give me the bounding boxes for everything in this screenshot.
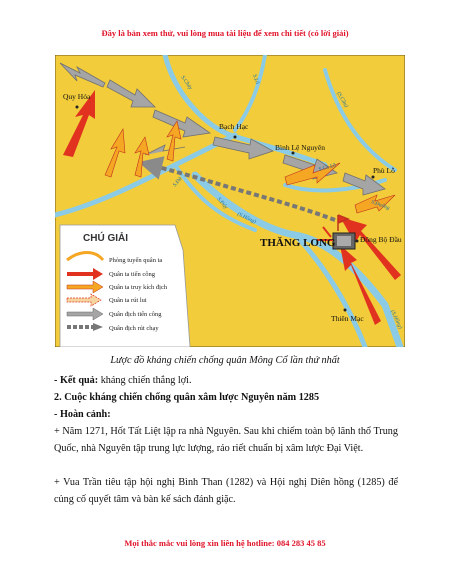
map-legend: [60, 225, 190, 347]
river-s-hong: (S.Hồng): [236, 211, 257, 226]
legend-title: CHÚ GIẢI: [83, 233, 128, 244]
legend-item-2: Quân ta tiến công: [109, 271, 156, 278]
legend-item-6: Quân địch rút chạy: [109, 325, 159, 332]
paragraph-1: + Năm 1271, Hốt Tất Liệt lập ra nhà Nguyên. Sau khi chiếm toàn bộ lãnh thổ Trung Quốc, nhà Nguyên tập trung lực lượng, ráo riết chuẩn bị xâm lược Đại Việt.: [54, 426, 398, 454]
label-quy-hoa: Quy Hóa: [63, 92, 91, 101]
label-thang-long: THĂNG LONG: [260, 237, 336, 249]
legend-item-5: Quân địch tiến công: [109, 311, 162, 318]
label-bach-hac: Bạch Hạc: [219, 122, 249, 131]
result-text: kháng chiến thắng lợi.: [98, 375, 192, 386]
river-s-chay: S.Chảy: [179, 74, 194, 92]
river-s-duong: S.Đuống: [370, 199, 391, 212]
label-dong-bo-dau: Đông Bộ Đầu: [360, 235, 402, 244]
label-binh-le-nguyen: Bình Lệ Nguyên: [275, 143, 325, 152]
historical-map: [55, 55, 405, 347]
context-label: - Hoàn cảnh:: [54, 409, 111, 420]
river-s-da: S.Đà: [171, 176, 184, 189]
river-s-day: S.Đáy: [215, 196, 229, 211]
river-s-hong-2: (S.Hồng): [389, 309, 404, 330]
legend-item-4: Quân ta rút lui: [109, 297, 147, 304]
label-thien-mac: Thiên Mạc: [331, 314, 364, 323]
result-line: [54, 372, 398, 389]
river-s-ca-lo: S.Cà Lồ: [317, 162, 337, 173]
preview-notice: Đây là bản xem thử, vui lòng mua tài liệu để xem chi tiết (có lời giải): [101, 28, 349, 38]
paragraph-2: + Vua Trần tiêu tập hội nghị Bình Than (1282) và Hội nghị Diên hồng (1285) để củng cố quyết tâm và bàn kế sách đánh giặc.: [54, 477, 398, 505]
result-label: - Kết quả:: [54, 375, 99, 386]
legend-item-1: Phòng tuyến quân ta: [109, 257, 163, 264]
river-s-cau: (S.Cầu): [335, 91, 349, 109]
hotline-notice: Mọi thắc mắc vui lòng xin liên hệ hotline: 084 283 45 85: [124, 538, 326, 548]
legend-item-3: Quân ta truy kích địch: [109, 284, 168, 291]
label-phu-lo: Phù Lỗ: [373, 166, 395, 175]
river-s-lo: S.Lô: [251, 73, 261, 86]
map-caption: Lược đồ kháng chiến chống quân Mông Cổ lần thứ nhất: [110, 355, 340, 366]
section-heading-2: 2. Cuộc kháng chiến chống quân xâm lược Nguyên năm 1285: [54, 392, 320, 403]
